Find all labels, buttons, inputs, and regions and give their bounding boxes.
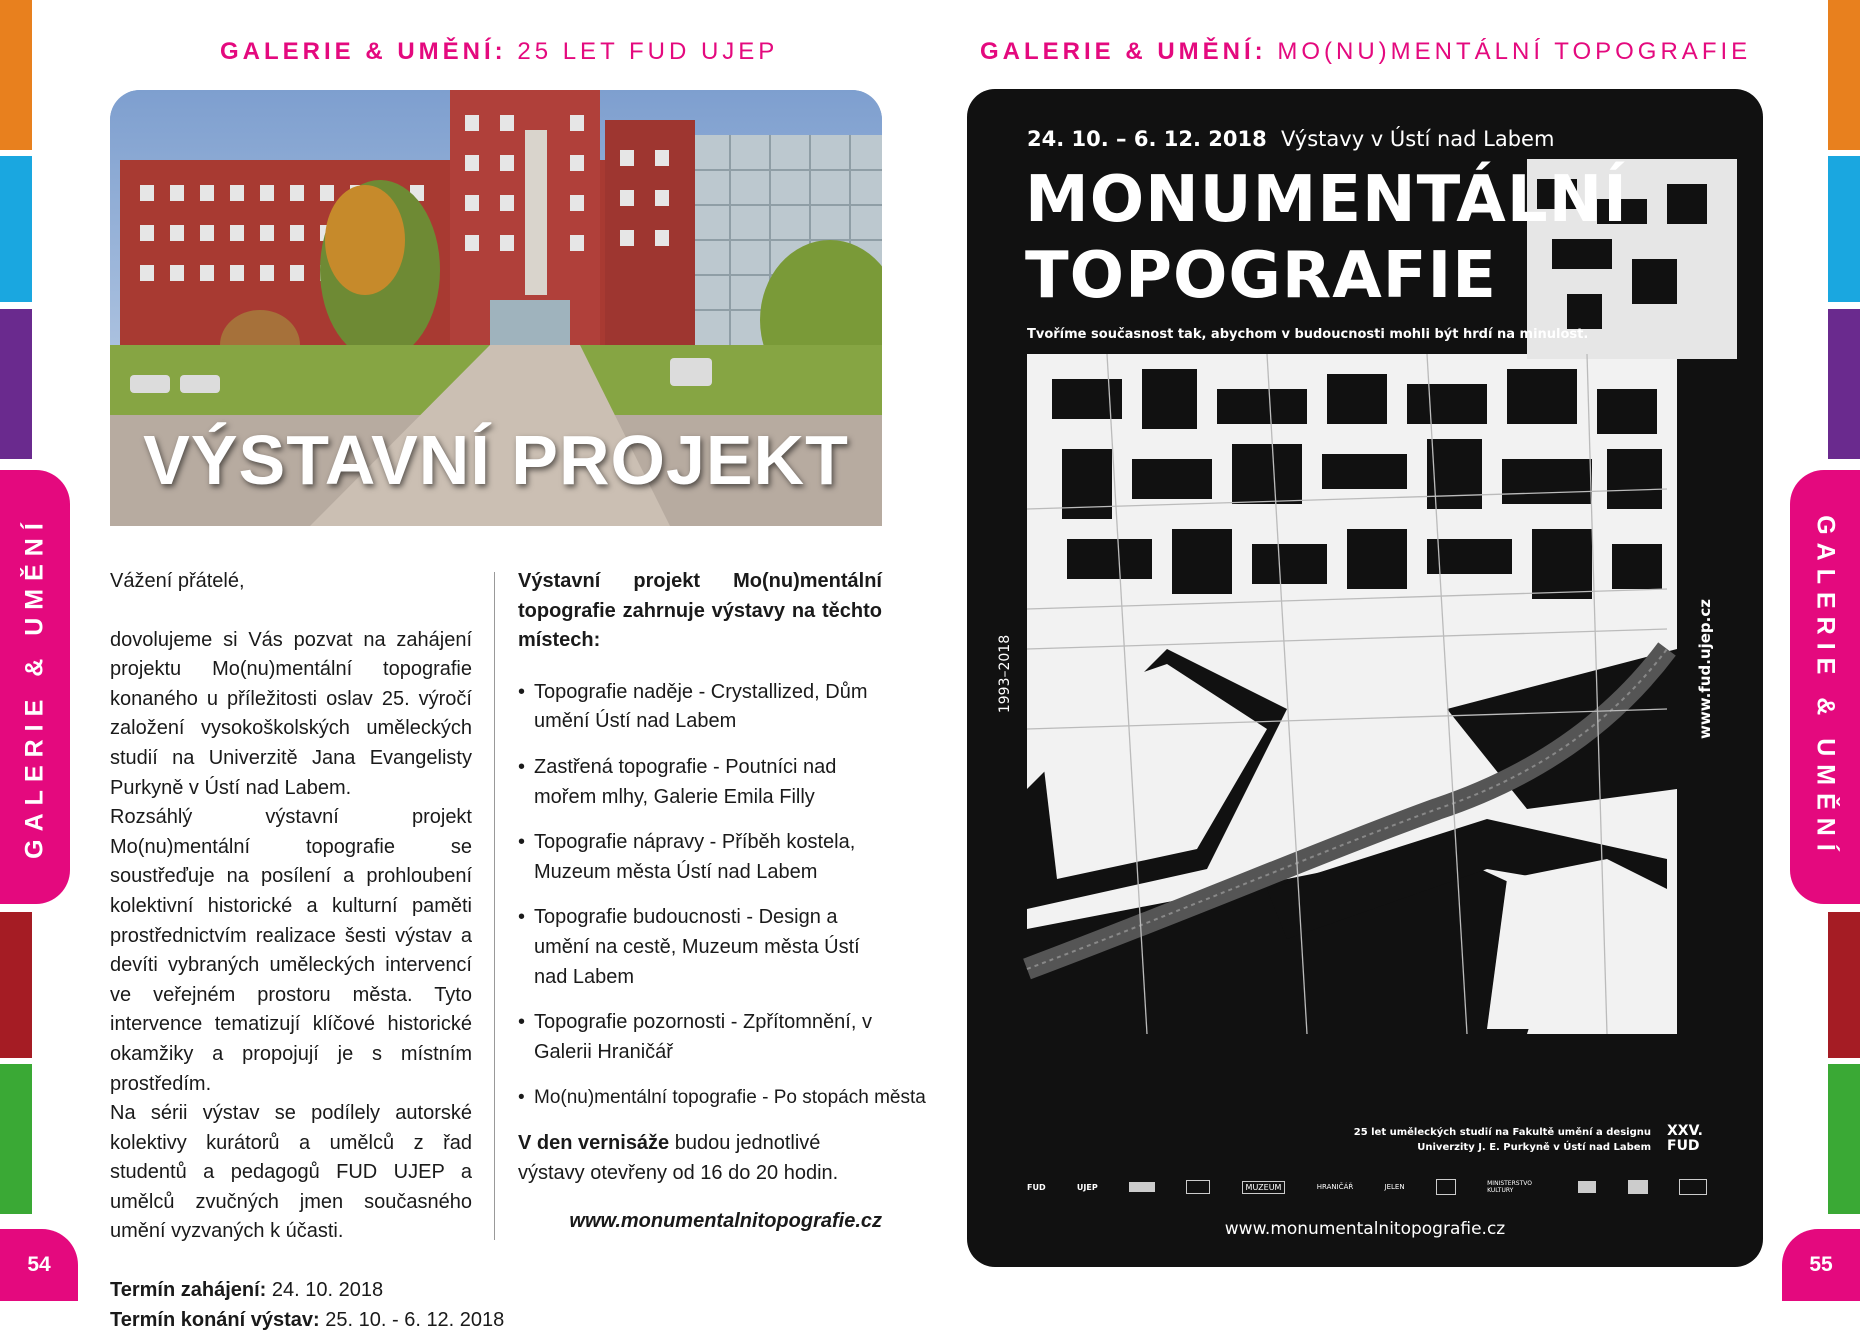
poster-place: Výstavy v Ústí nad Labem <box>1281 127 1555 151</box>
photo-title: VÝSTAVNÍ PROJEKT <box>143 421 849 499</box>
poster-years: 1993–2018 <box>997 634 1013 714</box>
poster-title-line-2: TOPOGRAFIE <box>1025 239 1497 313</box>
partner-logo-w <box>1628 1180 1648 1194</box>
partner-logo-muzeum: MUZEUM <box>1242 1181 1286 1194</box>
poster-credit-line-1: 25 let uměleckých studií na Fakultě umění a designu <box>1353 1127 1651 1138</box>
building-photo <box>110 90 882 526</box>
venue-item: • Zastřená topografie - Poutníci nad mořem mlhy, Galerie Emila Filly <box>518 753 882 812</box>
running-head-left <box>220 38 778 66</box>
vernissage-note-bold: V den vernisáže <box>518 1131 670 1154</box>
color-strip-orange <box>0 0 32 150</box>
partner-logo-city <box>1129 1182 1155 1192</box>
venues-column <box>518 567 926 1232</box>
color-strip-darkred-right <box>1828 912 1860 1058</box>
opening-date <box>110 1276 472 1306</box>
partner-logo-extra <box>1578 1181 1596 1193</box>
partner-logo-ujep: UJEP <box>1076 1182 1098 1192</box>
vernissage-note-rest: budou jednotlivé výstavy otevřeny od 16 do 20 hodin. <box>518 1131 839 1184</box>
section-tab-right <box>1790 470 1860 904</box>
color-strip-green <box>0 1064 32 1214</box>
partner-logo-fud: FUD <box>1027 1182 1046 1192</box>
exhibition-poster <box>967 89 1763 1267</box>
project-website-link[interactable]: www.monumentalnitopografie.cz <box>569 1210 882 1232</box>
venue-item: • Topografie nápravy - Příběh kostela, Muzeum města Ústí nad Labem <box>518 828 882 887</box>
venue-item: • Topografie budoucnosti - Design a umění na cestě, Muzeum města Ústí nad Labem <box>518 903 882 992</box>
poster-dates: 24. 10. – 6. 12. 2018 <box>1027 127 1267 151</box>
letter-paragraph-2: Rozsáhlý výstavní projekt Mo(nu)mentální topografie se soustřeďuje na posílení a prohloubení kolektivní historické a kulturní paměti prostřednictvím realizace šesti výstav a devíti vybraných uměleckých intervencí ve veřejném prostoru města. Tyto intervence tematizují klíčové historické okamžiky a propojují je s místním prostředím. <box>110 806 472 1095</box>
partner-logo-row <box>1027 1174 1707 1200</box>
anniversary-logo: XXV. FUD <box>1667 1123 1703 1154</box>
section-tab-left-label: GALERIE & UMĚNÍ <box>20 515 49 859</box>
section-tab-right-label: GALERIE & UMĚNÍ <box>1811 515 1840 859</box>
venues-intro: Výstavní projekt Mo(nu)mentální topografie zahrnuje výstavy na těchto místech: <box>518 570 882 652</box>
exhibition-dates-label: Termín konání výstav: <box>110 1308 320 1331</box>
color-strip-cyan-right <box>1828 156 1860 302</box>
venue-item: • Topografie pozornosti - Zpřítomnění, v Galerii Hraničář <box>518 1008 882 1067</box>
page-number-right: 55 <box>1782 1229 1860 1301</box>
exhibition-dates <box>110 1306 505 1335</box>
opening-date-label: Termín zahájení: <box>110 1279 267 1302</box>
page-number-left: 54 <box>0 1229 78 1301</box>
color-strip-green-right <box>1828 1064 1860 1214</box>
letter-paragraph-1: dovolujeme si Vás pozvat na zahájení projektu Mo(nu)mentální topografie konaného u příležitosti oslav 25. výročí založení vysokoškolských uměleckých studií na Univerzitě Jana Evangelisty Purkyně v Ústí nad Labem. <box>110 628 472 799</box>
running-head-right-section: GALERIE & UMĚNÍ: <box>980 38 1267 65</box>
poster-credit-line-2: Univerzity J. E. Purkyně v Ústí nad Labem <box>1417 1142 1651 1153</box>
venue-item: • Mo(nu)mentální topografie - Po stopách města <box>518 1083 882 1113</box>
venues-list <box>518 678 926 1113</box>
color-strip-cyan <box>0 156 32 302</box>
poster-side-url: www.fud.ujep.cz <box>1696 598 1714 740</box>
letter-salutation: Vážení přátelé, <box>110 570 245 592</box>
column-divider <box>494 572 495 1240</box>
partner-logo-mkv <box>1436 1179 1456 1195</box>
partner-logo-region <box>1186 1180 1210 1194</box>
invitation-letter <box>110 567 505 1335</box>
color-strip-orange-right <box>1828 0 1860 150</box>
poster-bottom-url[interactable]: www.monumentalnitopografie.cz <box>1224 1219 1506 1239</box>
color-strip-purple <box>0 309 32 459</box>
color-strip-darkred <box>0 912 32 1058</box>
poster-title-line-1: MONUMENTÁLNÍ <box>1025 163 1628 237</box>
running-head-right-topic: MO(NU)MENTÁLNÍ TOPOGRAFIE <box>1277 38 1752 65</box>
running-head-left-topic: 25 LET FUD UJEP <box>517 38 779 65</box>
running-head-right <box>980 38 1751 66</box>
running-head-left-section: GALERIE & UMĚNÍ: <box>220 38 507 65</box>
opening-date-value: 24. 10. 2018 <box>271 1279 384 1302</box>
partner-logo-ministry: MINISTERSTVO KULTURY <box>1487 1180 1532 1194</box>
partner-logo-jelen: JELEN <box>1384 1183 1405 1191</box>
color-strip-purple-right <box>1828 309 1860 459</box>
exhibition-dates-value: 25. 10. - 6. 12. 2018 <box>325 1308 505 1331</box>
section-tab-left <box>0 470 70 904</box>
partner-logo-hranicar: HRANIČÁŘ <box>1316 1183 1354 1191</box>
vernissage-note <box>518 1129 882 1188</box>
letter-paragraph-3: Na sérii výstav se podílely autorské kolektivy kurátorů a umělců z řad studentů a pedagogů FUD UJEP a umělců zvučných jmen současného umění vyzvaných k účasti. <box>110 1102 472 1243</box>
venue-item: • Topografie naděje - Crystallized, Dům umění Ústí nad Labem <box>518 678 882 737</box>
partner-logo-years <box>1679 1179 1707 1195</box>
poster-tagline: Tvoříme současnost tak, abychom v budoucnosti mohli být hrdí na minulost. <box>1027 327 1589 342</box>
